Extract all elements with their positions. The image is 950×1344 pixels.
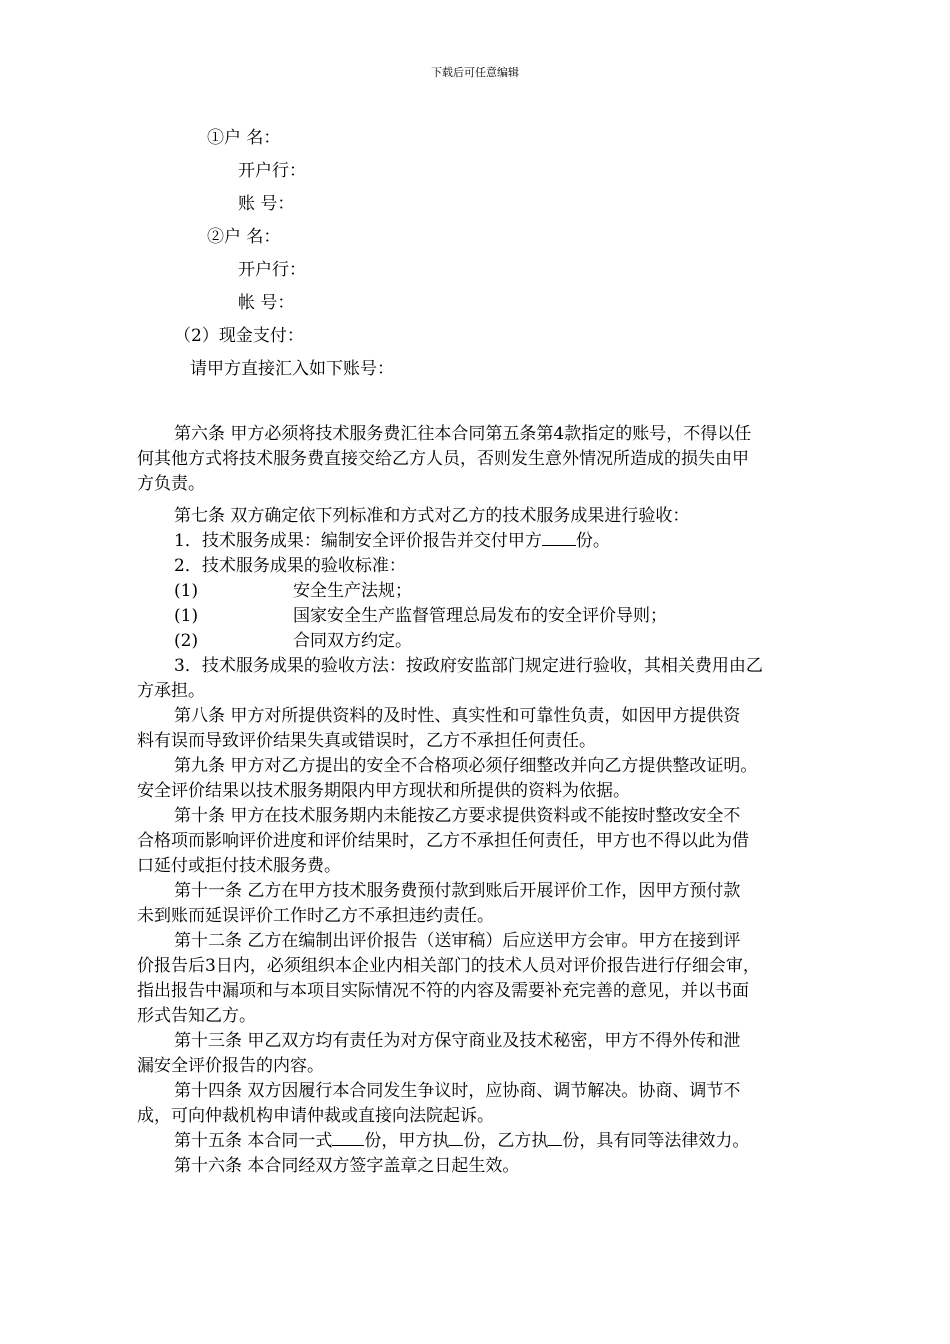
article-6-line-3: 方负责。 bbox=[137, 474, 205, 494]
article-15-line-1 bbox=[174, 1130, 749, 1152]
account1-number-label: 账 号： bbox=[238, 194, 295, 214]
account2-bank-label: 开户行： bbox=[238, 260, 306, 280]
article-7-item-3-line-2: 方承担。 bbox=[137, 681, 205, 701]
article-13-line-1: 第十三条 甲乙双方均有责任为对方保守商业及技术秘密，甲方不得外传和泄 bbox=[174, 1031, 741, 1051]
sub-item-text: 合同双方约定。 bbox=[293, 631, 412, 651]
article-11-line-1: 第十一条 乙方在甲方技术服务费预付款到账后开展评价工作，因甲方预付款 bbox=[174, 881, 741, 901]
blank-copies-underline bbox=[542, 530, 576, 546]
sub-item-number: (1) bbox=[174, 606, 199, 626]
article-8-line-2: 料有误而导致评价结果失真或错误时，乙方不承担任何责任。 bbox=[137, 731, 596, 751]
article-16-line-1: 第十六条 本合同经双方签字盖章之日起生效。 bbox=[174, 1156, 520, 1176]
article-7-item-1-text: 1．技术服务成果：编制安全评价报告并交付甲方 bbox=[174, 531, 542, 551]
article-15-part-3: 份，乙方执 bbox=[463, 1131, 549, 1151]
article-7-item-3-line-1: 3．技术服务成果的验收方法：按政府安监部门规定进行验收，其相关费用由乙 bbox=[174, 656, 763, 676]
article-14-line-2: 成，可向仲裁机构申请仲裁或直接向法院起诉。 bbox=[137, 1106, 494, 1126]
cash-payment-label: （2）现金支付： bbox=[174, 326, 304, 346]
blank-total-copies-underline bbox=[332, 1130, 364, 1146]
sub-item-text: 安全生产法规； bbox=[293, 581, 412, 601]
article-15-part-4: 份，具有同等法律效力。 bbox=[562, 1131, 750, 1151]
account1-bank-label: 开户行： bbox=[238, 161, 306, 181]
article-13-line-2: 漏安全评价报告的内容。 bbox=[137, 1056, 324, 1076]
blank-party-b-copies-underline bbox=[548, 1130, 562, 1146]
article-14-line-1: 第十四条 双方因履行本合同发生争议时，应协商、调节解决。协商、调节不 bbox=[174, 1081, 741, 1101]
page-header-note: 下载后可任意编辑 bbox=[431, 66, 519, 79]
article-15-part-2: 份，甲方执 bbox=[364, 1131, 450, 1151]
article-6-line-2: 何其他方式将技术服务费直接交给乙方人员，否则发生意外情况所造成的损失由甲 bbox=[137, 449, 749, 469]
article-12-line-1: 第十二条 乙方在编制出评价报告（送审稿）后应送甲方会审。甲方在接到评 bbox=[174, 931, 741, 951]
sub-item-number: (1) bbox=[174, 581, 199, 601]
blank-party-a-copies-underline bbox=[449, 1130, 463, 1146]
article-10-line-2: 合格项而影响评价进度和评价结果时，乙方不承担任何责任，甲方也不得以此为借 bbox=[137, 831, 749, 851]
article-7-title: 第七条 双方确定依下列标准和方式对乙方的技术服务成果进行验收： bbox=[174, 506, 690, 526]
account1-name-label: ①户 名： bbox=[207, 128, 281, 148]
article-7-item-1 bbox=[174, 530, 610, 552]
article-12-line-4: 形式告知乙方。 bbox=[137, 1006, 256, 1026]
article-8-line-1: 第八条 甲方对所提供资料的及时性、真实性和可靠性负责，如因甲方提供资 bbox=[174, 706, 741, 726]
sub-item-number: (2) bbox=[174, 631, 199, 651]
article-9-line-1: 第九条 甲方对乙方提出的安全不合格项必须仔细整改并向乙方提供整改证明。 bbox=[174, 756, 758, 776]
article-6-line-1: 第六条 甲方必须将技术服务费汇往本合同第五条第4款指定的账号，不得以任 bbox=[174, 424, 752, 444]
article-10-line-1: 第十条 甲方在技术服务期内未能按乙方要求提供资料或不能按时整改安全不 bbox=[174, 806, 741, 826]
article-9-line-2: 安全评价结果以技术服务期限内甲方现状和所提供的资料为依据。 bbox=[137, 781, 630, 801]
article-11-line-2: 未到账而延误评价工作时乙方不承担违约责任。 bbox=[137, 906, 494, 926]
article-10-line-3: 口延付或拒付技术服务费。 bbox=[137, 856, 341, 876]
account2-number-label: 帐 号： bbox=[238, 293, 295, 313]
account2-name-label: ②户 名： bbox=[207, 227, 281, 247]
article-12-line-3: 指出报告中漏项和与本项目实际情况不符的内容及需要补充完善的意见，并以书面 bbox=[137, 981, 749, 1001]
cash-payment-note: 请甲方直接汇入如下账号： bbox=[190, 359, 394, 379]
article-7-item-1-suffix: 份。 bbox=[575, 531, 610, 551]
article-12-line-2: 价报告后3日内，必须组织本企业内相关部门的技术人员对评价报告进行仔细会审， bbox=[137, 956, 760, 976]
article-15-part-1: 第十五条 本合同一式 bbox=[174, 1131, 333, 1151]
sub-item-text: 国家安全生产监督管理总局发布的安全评价导则； bbox=[293, 606, 667, 626]
article-7-item-2: 2．技术服务成果的验收标准： bbox=[174, 556, 406, 576]
